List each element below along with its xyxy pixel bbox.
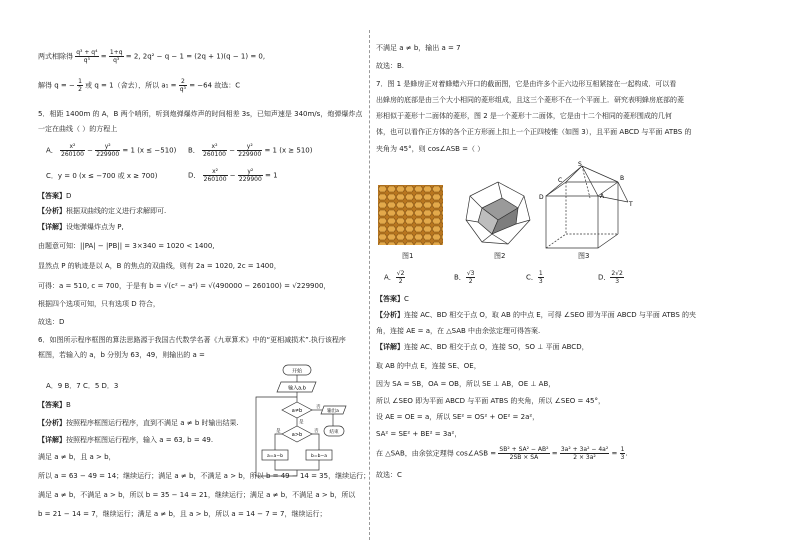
detail-line: 【详解】连接 AC、BD 相交于点 O，连接 SO，SO ⊥ 平面 ABCD， — [376, 343, 589, 351]
solution-line: 所以 a = 63 − 49 = 14；继续运行；满足 a ≠ b，不满足 a > b，所以 b = 49 − 14 = 35，继续运行； — [38, 472, 371, 480]
question-7-stem: 7．图 1 是蜂房正对着蜂蜡六开口的截面图，它是由许多个正六边形互相紧接在一起构成．可以看 — [376, 80, 677, 88]
answer-line: 【答案】C — [376, 295, 409, 303]
solution-line: 故选：B. — [376, 62, 405, 70]
solution-line: 由题意可知：||PA| − |PB|| = 3×340 = 1020 < 1400, — [38, 242, 215, 250]
cube-pyramid-figure — [536, 158, 636, 250]
flow-branch-label: 否 — [316, 405, 321, 410]
flow-output-label: 输出a — [327, 409, 339, 414]
figure-caption: 图2 — [494, 252, 506, 260]
vertex-label: T — [629, 201, 633, 208]
solution-line: 满足 a ≠ b，且 a > b， — [38, 453, 116, 461]
solution-line: 在 △SAB，由余弦定理得 cos∠ASB = $\frac{\text{SB² + SA² − AB²}}{2SB \times SA}$ = $\frac{\text{3a² + 3a² − 4a²}}{\text{2 × 3a²}}$ = $\frac{1}{3}$ . — [376, 446, 628, 461]
detail-line: 【详解】设炮弹爆炸点为 P, — [38, 223, 124, 231]
question-6-stem: 框图，若输入的 a，b 分别为 63，49，则输出的 a = — [38, 351, 205, 359]
vertex-label: S — [578, 161, 582, 168]
solution-line: 所以 ∠SEO 即为平面 ABCD 与平面 ATBS 的夹角，所以 ∠SEO = 45°， — [376, 397, 605, 405]
question-6-options: A．9 B．7 C．5 D．3 — [46, 382, 119, 390]
step-line: 两式相除得 $\frac{\text{q³ + q⁴}}{\text{q⁵}}$ = $\frac{1+q}{\text{q³}}$ = 2, 2q² − q − 1 = (2q + 1)(q − 1) = 0, — [38, 49, 266, 64]
fraction: $\frac{1}{2}$ — [78, 78, 82, 93]
question-5-stem: 5．相距 1400m 的 A，B 两个哨所，听到炮弹爆炸声的时间相差 3s，已知声速是 340m/s，炮弹爆炸点 — [38, 110, 363, 118]
solution-line: 取 AB 的中点 E，连接 SE、OE， — [376, 362, 481, 370]
option-d: D． $\frac{2√2}{3}$ — [598, 270, 623, 285]
question-7-stem: 形相似于菱形十二面体的菱形，图 2 是一个菱形十二面体，它是由十二个相同的菱形围成的几何 — [376, 112, 672, 120]
flow-branch-label: 否 — [314, 429, 319, 434]
flowchart-diagram — [248, 362, 348, 522]
fraction: $\frac{2}{\text{q³}}$ — [179, 78, 186, 93]
flow-assign-label: b=b−a — [310, 454, 328, 459]
flow-condition-label: a≠b — [291, 408, 303, 414]
solution-line: 显然点 P 的轨迹是以 A，B 的焦点的双曲线，则有 2a = 1020, 2c = 1400， — [38, 262, 281, 270]
figure-caption: 图3 — [578, 252, 590, 260]
answer-line: 【答案】D — [38, 192, 72, 200]
flow-branch-label: 是 — [276, 429, 281, 434]
solution-line: 可得：a = 510, c = 700，于是有 b = √(c² − a²) = √(490000 − 260100) = √229900， — [38, 282, 331, 290]
flow-branch-label: 是 — [299, 420, 304, 425]
flow-assign-label: a=a−b — [267, 454, 283, 459]
question-7-stem: 出蜂房的底部是由三个大小相同的菱形组成，且这三个菱形不在一个平面上．研究表明蜂房底部的菱 — [376, 96, 684, 104]
question-6-stem: 6．如图所示程序框图的算法思路源于我国古代数学名著《九章算术》中的“更相减损术”.执行该程序 — [38, 336, 346, 344]
flow-start-label: 开始 — [291, 368, 303, 375]
question-7-stem: 夹角为 45°，则 cos∠ASB =（ ） — [376, 145, 485, 153]
fraction: $\frac{1+q}{\text{q³}}$ — [109, 49, 123, 64]
flow-input-label: 输入a,b — [288, 385, 306, 392]
analysis-line: 【分析】连接 AC、BD 相交于点 O，取 AB 的中点 E，可得 ∠SEO 即为平面 ABCD 与平面 ATBS 的夹 — [376, 311, 697, 319]
vertex-label: B — [620, 175, 625, 182]
analysis-line: 角，连接 AE = a，在 △SAB 中由余弦定理可得答案. — [376, 327, 541, 335]
solution-line: 根据四个选项可知，只有选项 D 符合， — [38, 300, 160, 308]
option-a: A． $\frac{\text{x²}}{260100}$ − $\frac{\text{y²}}{229900}$ = 1 (x ≤ −510) — [46, 143, 177, 158]
column-divider — [369, 30, 370, 540]
analysis-line: 【分析】根据双曲线的定义进行求解即可. — [38, 207, 167, 215]
vertex-label: C — [558, 177, 563, 184]
solution-line: 设 AE = OE = a，所以 SE² = OS² + OE² = 2a²， — [376, 413, 540, 421]
fraction: $\frac{\text{q³ + q⁴}}{\text{q⁵}}$ — [76, 49, 98, 64]
solution-line: 故选：C — [376, 471, 402, 479]
option-b: B． $\frac{√3}{2}$ — [454, 270, 475, 285]
option-c: C． $\frac{1}{3}$ — [526, 270, 543, 285]
answer-line: 【答案】B — [38, 401, 71, 409]
flow-condition-label: a>b — [291, 432, 303, 438]
question-7-stem: 体，也可以看作正方体的各个正方形面上扣上一个正四棱锥（如图 3），且平面 ABCD 与平面 ATBS 的 — [376, 128, 692, 136]
option-d: D． $\frac{\text{x²}}{260100}$ − $\frac{\text{y²}}{229900}$ = 1 — [188, 168, 278, 183]
solution-line: 不满足 a ≠ b，输出 a = 7 — [376, 44, 461, 52]
solution-line: 满足 a ≠ b，不满足 a > b，所以 b = 35 − 14 = 21，继续运行；满足 a ≠ b，不满足 a > b，所以 — [38, 491, 356, 499]
honeycomb-photo — [378, 185, 443, 245]
vertex-label: A — [600, 193, 605, 200]
figure-caption: 图1 — [402, 252, 414, 260]
solution-line: SA² = SE² + BE² = 3a²， — [376, 430, 462, 438]
analysis-line: 【分析】按照程序框图运行程序，直到不满足 a ≠ b 时输出结果. — [38, 419, 239, 427]
vertex-label: D — [539, 194, 544, 201]
option-b: B． $\frac{\text{x²}}{260100}$ − $\frac{\text{y²}}{229900}$ = 1 (x ≥ 510) — [188, 143, 313, 158]
solution-line: b = 21 − 14 = 7，继续运行；满足 a ≠ b，且 a > b，所以 a = 14 − 7 = 7，继续运行； — [38, 510, 327, 518]
rhombic-dodecahedron-figure — [462, 180, 534, 248]
step-line: 解得 q = − $\frac{1}{2}$ 或 q = 1（舍去），所以 a₁ = $\frac{2}{\text{q³}}$ = −64 故选：C — [38, 78, 241, 93]
option-c: C．y = 0 (x ≤ −700 或 x ≥ 700) — [46, 172, 158, 180]
flow-end-label: 结束 — [329, 430, 339, 435]
solution-line: 故选：D — [38, 318, 65, 326]
solution-line: 因为 SA = SB，OA = OB，所以 SE ⊥ AB，OE ⊥ AB， — [376, 380, 556, 388]
question-5-stem: 一定在曲线（ ）的方程上 — [38, 125, 118, 133]
detail-line: 【详解】按照程序框图运行程序，输入 a = 63, b = 49. — [38, 436, 214, 444]
option-a: A． $\frac{√2}{2}$ — [384, 270, 405, 285]
